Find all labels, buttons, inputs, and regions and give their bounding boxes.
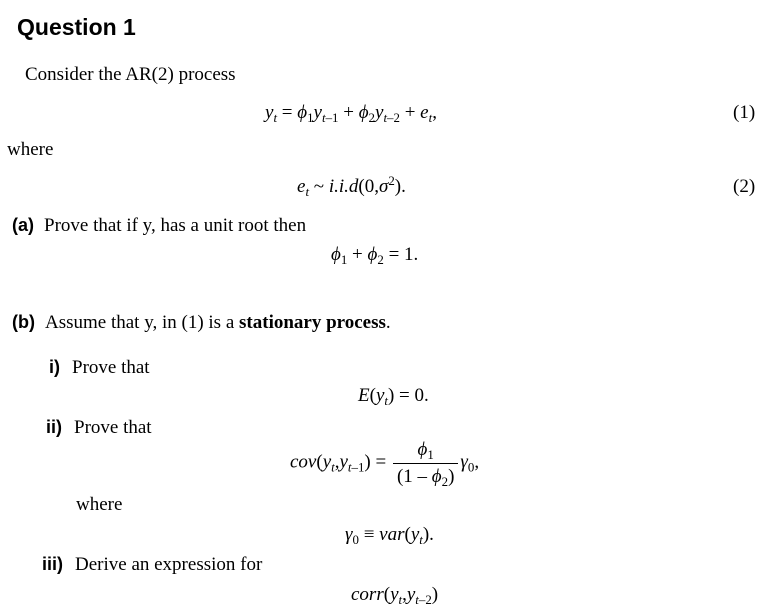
item-i [49, 357, 150, 379]
question-title: Question 1 [17, 14, 136, 40]
item-ii-where: where [76, 494, 123, 515]
part-a [12, 215, 306, 237]
equation-gamma0: $\gamma_0 \equiv var(y_t)$. [345, 524, 434, 547]
stationary-process-term: stationary process [239, 312, 386, 333]
equation-correlation: $corr(y_t,y_{t-2})$ [351, 584, 439, 607]
equation-covariance: $cov(y_t,y_{t-1})$ = $\frac{\phi_1}{(1 - \phi_2)}$ $\gamma_0$, [290, 439, 480, 489]
equation-number-1: (1) [733, 102, 756, 123]
equation-number-2: (2) [733, 176, 756, 197]
part-a-label: (a) [12, 215, 34, 235]
part-b-text: Assume that y, in (1) is a stationary process. [44, 312, 391, 333]
item-iii-label: iii) [42, 554, 63, 574]
item-iii-text: Derive an expression for [75, 554, 263, 575]
item-ii-label: ii) [46, 417, 62, 437]
item-iii [42, 554, 262, 576]
item-ii [46, 417, 152, 439]
equation-ar2: $y_t = \phi_1y_{t-1} + \phi_2y_{t-2} + e_t$, [265, 102, 437, 125]
equation-error-dist: $e_t$ ~ $i.i.d(0,\sigma^2)$. [297, 172, 406, 199]
intro-text: Consider the AR(2) process [25, 64, 236, 85]
item-i-text: Prove that [72, 357, 150, 378]
covariance-fraction: $\frac{\phi_1}{(1 - \phi_2)}$ [393, 439, 458, 488]
equation-unit-root: $\phi_1 + \phi_2 = 1$. [331, 244, 419, 267]
equation-mean: $E(y_t) = 0$. [358, 385, 429, 408]
part-a-text: Prove that if y, has a unit root then [44, 215, 307, 236]
item-ii-text: Prove that [74, 417, 152, 438]
part-b [12, 312, 391, 334]
where-text: where [7, 139, 54, 160]
part-b-label: (b) [12, 312, 35, 332]
item-i-label: i) [49, 357, 60, 377]
